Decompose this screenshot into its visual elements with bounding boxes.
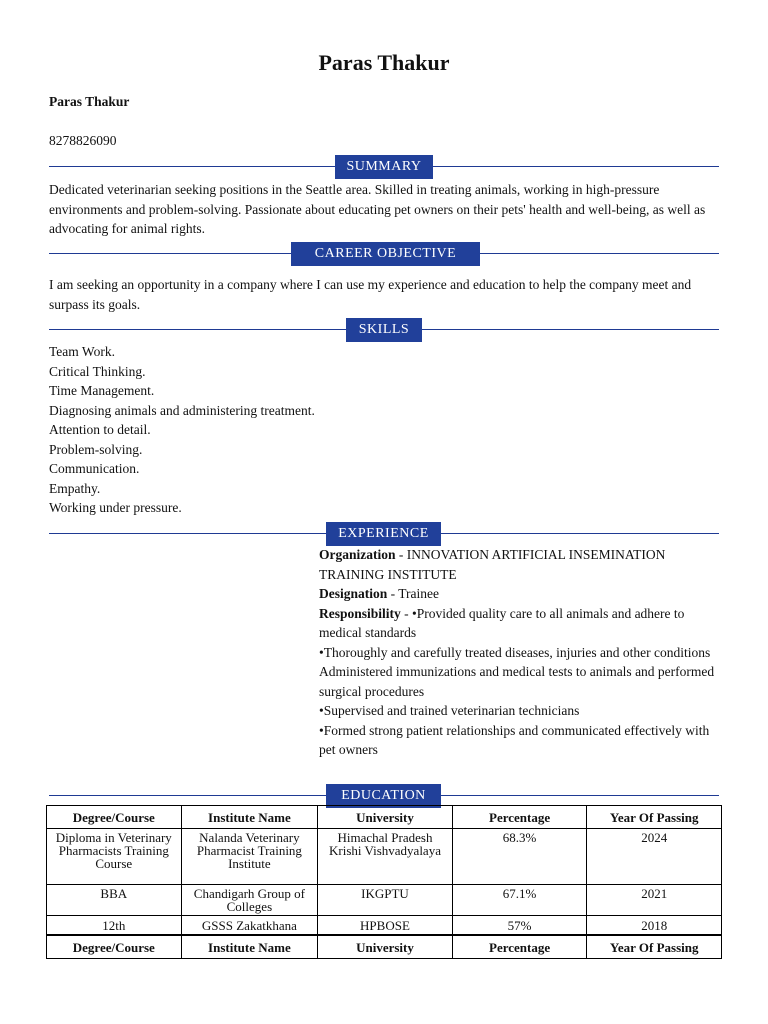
table-row <box>47 916 722 936</box>
skill-item: Team Work. <box>49 344 115 359</box>
candidate-name: Paras Thakur <box>49 94 130 109</box>
designation-label: Designation <box>319 586 388 601</box>
column-header: University <box>318 806 453 829</box>
organization-value: INNOVATION ARTIFICIAL INSEMINATION TRAINING INSTITUTE <box>319 547 666 582</box>
summary-heading: SUMMARY <box>335 155 433 179</box>
table-cell: BBA <box>47 885 182 916</box>
column-header: University <box>318 935 453 959</box>
responsibility-item: Administered immunizations and medical tests to animals and performed surgical procedures <box>319 664 715 699</box>
table-cell: Nalanda Veterinary Pharmacist Training Institute <box>181 829 318 885</box>
responsibility-item: •Thoroughly and carefully treated diseases, injuries and other conditions <box>319 644 711 660</box>
responsibility-line: Responsibility - •Provided quality care to all animals and adhere to medical standards <box>319 605 685 640</box>
skills-heading: SKILLS <box>346 318 422 342</box>
skill-item: Empathy. <box>49 480 101 496</box>
objective-heading: CAREER OBJECTIVE <box>291 242 480 266</box>
organization-label: Organization <box>319 547 396 562</box>
table-footer-row <box>47 935 722 959</box>
education-heading: EDUCATION <box>326 784 441 808</box>
experience-header <box>49 522 719 546</box>
organization-line: Organization - INNOVATION ARTIFICIAL INSEMINATION TRAINING INSTITUTE <box>319 547 666 582</box>
table-cell: GSSS Zakatkhana <box>181 916 318 936</box>
responsibility-item: •Formed strong patient relationships and communicated effectively with pet owners <box>319 722 710 757</box>
skill-item: Time Management. <box>49 383 155 398</box>
skill-item: Working under pressure. <box>49 500 182 515</box>
table-header-row <box>47 806 722 829</box>
responsibility-item: •Supervised and trained veterinarian technicians <box>319 703 580 718</box>
objective-header <box>49 242 719 266</box>
summary-text: Dedicated veterinarian seeking positions in the Seattle area. Skilled in treating animals, working in high-pressure environments and problem-solving. Passionate about educating pet owners on their pets' health and well-being, as well as advocating for animal rights. <box>49 182 706 236</box>
column-header: Percentage <box>452 806 587 829</box>
education-table <box>46 805 722 959</box>
table-cell: 2024 <box>587 829 722 885</box>
table-cell: 2018 <box>587 916 722 936</box>
objective-text: I am seeking an opportunity in a company where I can use my experience and education to help the company meet and surpass its goals. <box>49 277 692 312</box>
designation-line: Designation - Trainee <box>319 586 440 601</box>
skills-header <box>49 318 719 342</box>
responsibility-label: Responsibility <box>319 605 401 621</box>
column-header: Year Of Passing <box>587 806 722 829</box>
skill-item: Problem-solving. <box>49 441 143 457</box>
experience-details <box>319 545 719 760</box>
table-cell: HPBOSE <box>318 916 453 936</box>
column-header: Year Of Passing <box>587 935 722 959</box>
table-cell: 68.3% <box>452 829 587 885</box>
skill-item: Communication. <box>49 461 140 476</box>
table-row <box>47 885 722 916</box>
column-header: Degree/Course <box>47 806 182 829</box>
table-cell: IKGPTU <box>318 885 453 916</box>
table-cell: 67.1% <box>452 885 587 916</box>
column-header: Institute Name <box>181 806 318 829</box>
skill-item: Critical Thinking. <box>49 363 146 379</box>
column-header: Institute Name <box>181 935 318 959</box>
phone-number: 8278826090 <box>49 133 117 148</box>
table-cell: 12th <box>47 916 182 936</box>
table-cell: 57% <box>452 916 587 936</box>
table-cell: 2021 <box>587 885 722 916</box>
page-title: Paras Thakur <box>318 50 450 75</box>
skill-item: Diagnosing animals and administering treatment. <box>49 402 315 418</box>
summary-header <box>49 155 719 179</box>
skills-list <box>49 342 315 518</box>
column-header: Degree/Course <box>47 935 182 959</box>
table-cell: Diploma in Veterinary Pharmacists Training Course <box>47 829 182 885</box>
column-header: Percentage <box>452 935 587 959</box>
table-cell: Himachal Pradesh Krishi Vishvadyalaya <box>318 829 453 885</box>
table-row <box>47 829 722 885</box>
responsibility-item: •Provided quality care to all animals and adhere to medical standards <box>319 605 685 640</box>
skill-item: Attention to detail. <box>49 422 151 437</box>
experience-heading: EXPERIENCE <box>326 522 441 546</box>
table-cell: Chandigarh Group of Colleges <box>181 885 318 916</box>
designation-value: Trainee <box>398 586 440 601</box>
